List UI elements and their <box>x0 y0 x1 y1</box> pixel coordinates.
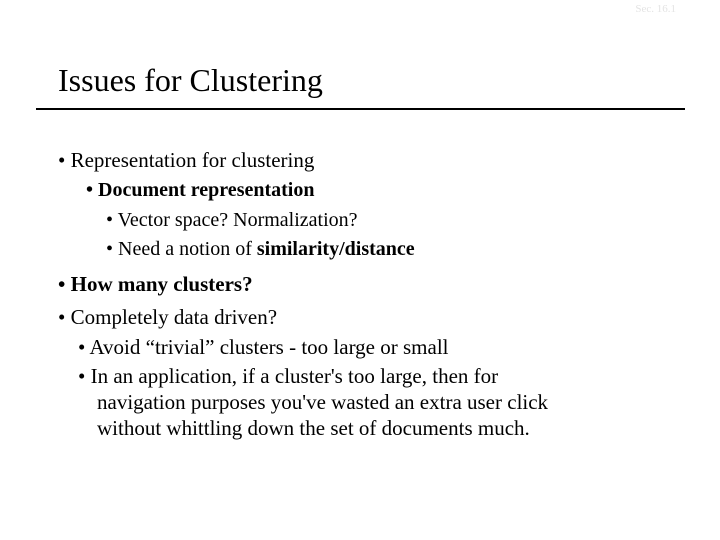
bullet-vector-space <box>106 207 358 233</box>
bullet-application-continuation <box>97 415 530 441</box>
bullet-text-line-2: navigation purposes you've wasted an extra user click <box>97 390 549 414</box>
bullet-data-driven <box>58 304 277 330</box>
bullet-text: Document representation <box>98 179 315 201</box>
bullet-similarity-notion <box>106 236 415 262</box>
bullet-marker: • <box>78 335 86 359</box>
bullet-text-line-3: without whittling down the set of documents much. <box>97 416 530 440</box>
bullet-text: Vector space? Normalization? <box>117 209 358 231</box>
slide-title: Issues for Clustering <box>58 62 323 98</box>
bullet-avoid-trivial <box>78 334 449 360</box>
bullet-marker: • <box>58 305 66 329</box>
bullet-marker: • <box>78 364 86 388</box>
bullet-text: Avoid “trivial” clusters - too large or small <box>89 335 449 359</box>
bullet-marker: • <box>86 179 94 201</box>
bullet-text: Completely data driven? <box>70 305 278 329</box>
bullet-how-many-clusters <box>58 271 253 297</box>
section-label: Sec. 16.1 <box>635 3 676 15</box>
bullet-text: Representation for clustering <box>70 148 315 172</box>
bullet-emphasis: similarity/distance <box>256 238 415 260</box>
bullet-marker: • <box>106 238 114 260</box>
bullet-marker: • <box>58 272 66 296</box>
bullet-text-line-1: In an application, if a cluster's too large, then for <box>90 364 499 388</box>
bullet-application <box>78 363 498 389</box>
bullet-application-continuation <box>97 389 548 415</box>
bullet-text: Need a notion of <box>118 238 257 260</box>
bullet-document-representation <box>86 177 314 203</box>
bullet-text: How many clusters? <box>70 272 253 296</box>
bullet-marker: • <box>106 209 114 231</box>
bullet-marker: • <box>58 148 66 172</box>
bullet-representation <box>58 147 314 173</box>
